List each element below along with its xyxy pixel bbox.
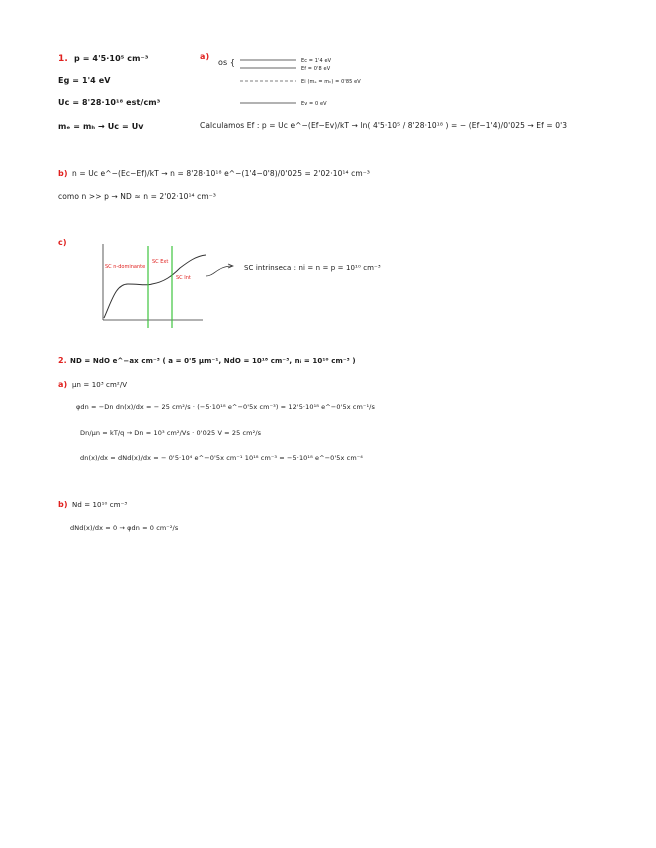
problem-2-header: ND = NdO e^−ax cm⁻³ ( a = 0'5 μm⁻¹, NdO = 10¹⁸ cm⁻³, nᵢ = 10¹⁰ cm⁻³ ) [70, 357, 356, 365]
part-2b-label: b) [58, 500, 68, 509]
problem-2-number: 2. [58, 356, 67, 365]
level-ev: Ev = 0 eV [301, 101, 327, 107]
given-eg: Eg = 1'4 eV [58, 76, 111, 85]
gradient-eq: dn(x)/dx = dNd(x)/dx = − 0'5·10⁴ e^−0'5x cm⁻¹ 10¹⁸ cm⁻³ = −5·10¹⁸ e^−0'5x cm⁻⁴ [80, 454, 363, 462]
calc-ef: Calculamos Ef : p = Uc e^−(Ef−Ev)/kT → ln( 4'5·10⁵ / 8'28·10¹⁸ ) = − (Ef−1'4)/0'025 → Ef = 0'3 [200, 121, 568, 130]
level-ei: Ei (mₑ = mₕ) = 0'85 eV [301, 79, 361, 85]
given-p: p = 4'5·10⁵ cm⁻³ [74, 54, 149, 63]
part-1a-label: a) [200, 52, 210, 61]
level-ef: Ef = 0'8 eV [301, 66, 331, 72]
zero-flux-eq: dNd(x)/dx = 0 → φdn = 0 cm⁻²/s [70, 524, 179, 532]
band-os: os { [218, 58, 236, 67]
region-int: SC Int [176, 275, 191, 281]
given-uc: Uc = 8'28·10¹⁸ est/cm³ [58, 98, 161, 107]
given-me: mₑ = mₕ → Uc = Uv [58, 122, 144, 131]
region-n-dominante: SC n-dominante [105, 264, 146, 270]
graph-arrow [206, 266, 232, 276]
flux-eq: φdn = −Dn dn(x)/dx = − 25 cm²/s · (−5·10¹⁸ e^−0'5x cm⁻³) = 12'5·10¹⁸ e^−0'5x cm⁻¹/s [76, 403, 375, 411]
calc-nd: como n >> p → ND ≈ n = 2'02·10¹⁴ cm⁻³ [58, 192, 216, 201]
nd-const: Nd = 10¹⁰ cm⁻³ [72, 501, 128, 509]
part-1c-label: c) [58, 238, 67, 247]
region-ext: SC Ext [152, 259, 169, 265]
part-1b-label: b) [58, 169, 68, 178]
problem-1-num: 1. [58, 54, 68, 64]
calc-n: n = Uc e^−(Ec−Ef)/kT → n = 8'28·10¹⁸ e^−(1'4−0'8)/0'025 = 2'02·10¹⁴ cm⁻³ [72, 169, 370, 178]
part-2a-label: a) [58, 380, 68, 389]
level-ec: Ec = 1'4 eV [301, 58, 332, 64]
intrinsic-note: SC intrinseca : ni = n = p = 10¹⁰ cm⁻³ [244, 264, 381, 272]
mobility: μn = 10³ cm²/V [72, 381, 128, 389]
einstein-eq: Dn/μn = kT/q → Dn = 10³ cm²/Vs · 0'025 V = 25 cm²/s [80, 429, 262, 437]
